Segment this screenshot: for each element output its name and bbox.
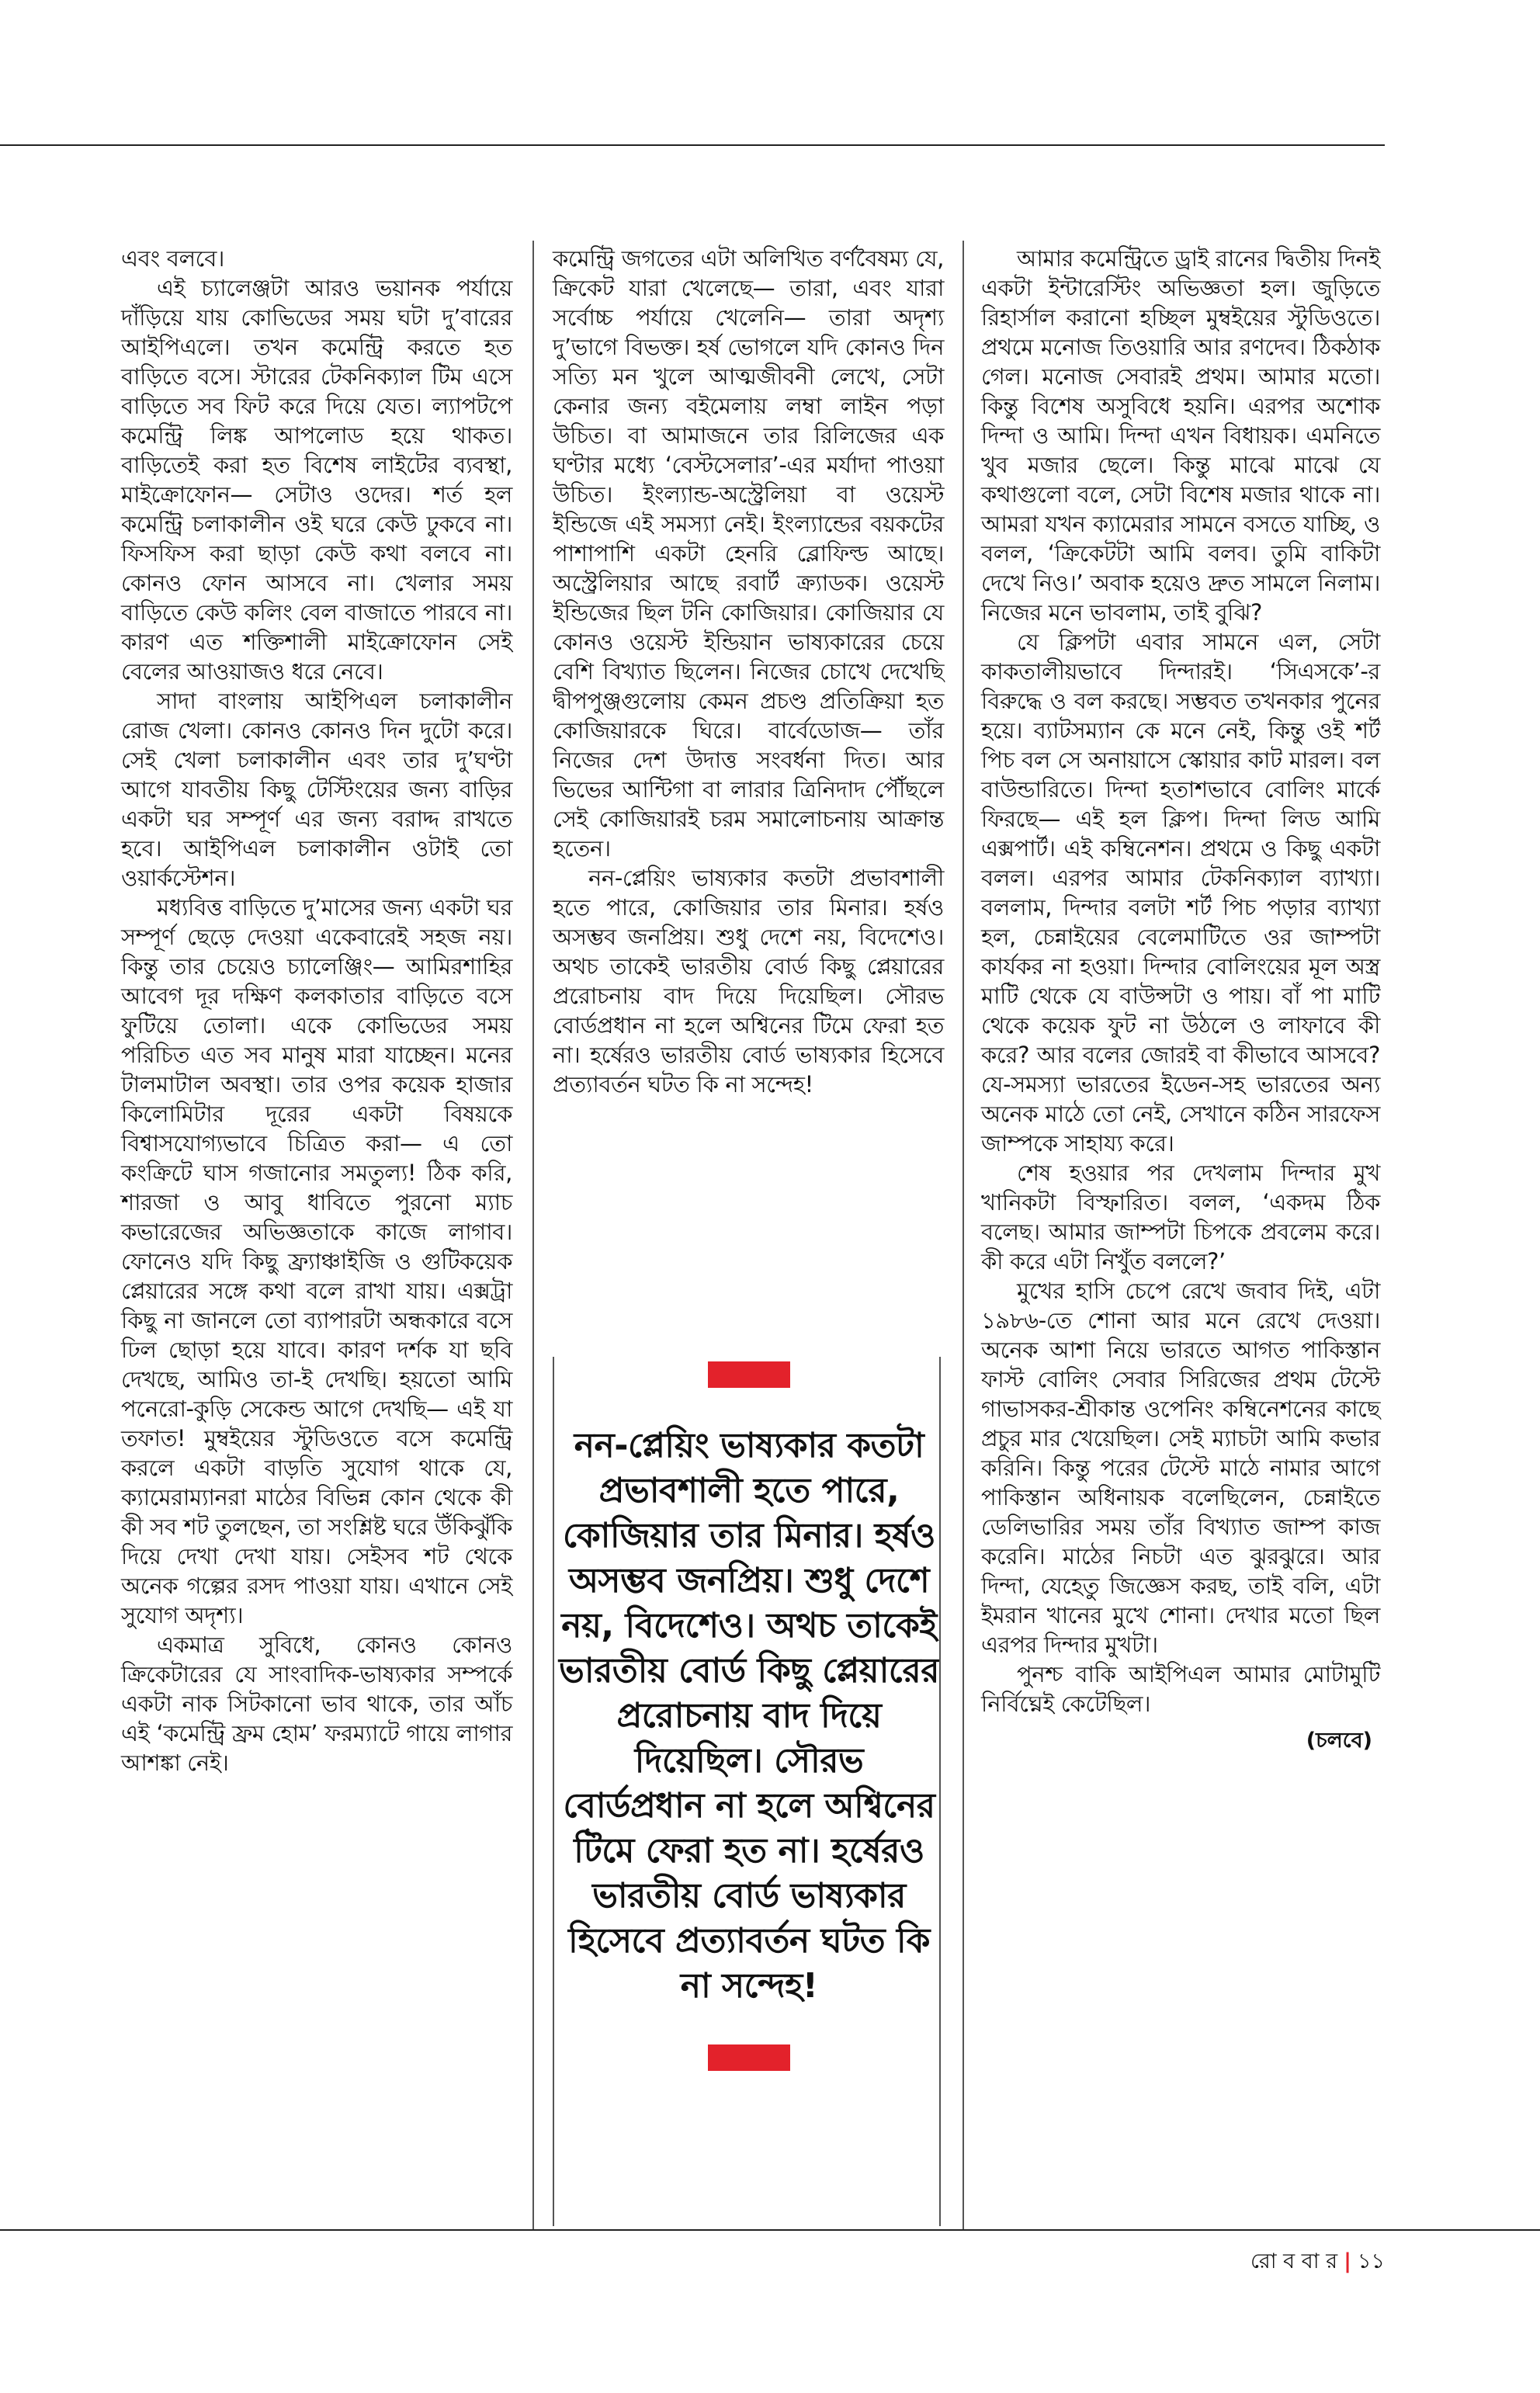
paragraph: যে ক্লিপটা এবার সামনে এল, সেটা কাকতালীয়ভাবে দিন্দারই। ‘সিএসকে’-র বিরুদ্ধে ও বল করছে। সম্ভবত তখনকার পুনের হয়ে। ব্যাটসম্যান কে মনে নেই, কিন্তু ওই শর্ট পিচ বল সে অনায়াসে স্কোয়ার কাট মারল। বল বাউন্ডারিতে। দিন্দা হতাশভাবে বোলিং মার্কে ফিরছে— এই হল ক্লিপ। দিন্দা লিড আমি এক্সপার্ট। এই কম্বিনেশন। প্রথমে ও কিছু একটা বলল। এরপর আমার টেকনিক্যাল ব্যাখ্যা। বললাম, দিন্দার বলটা শর্ট পিচ পড়ার ব্যাখ্যা হল, চেন্নাইয়ের বেলেমাটিতে ওর জাম্পটা কার্যকর না হওয়া। দিন্দার বোলিংয়ের মূল অস্ত্র মাটি থেকে যে বাউন্সটা ও পায়। বাঁ পা মাটি থেকে কয়েক ফুট না উঠলে ও লাফাবে কী করে? আর বলের জোরই বা কীভাবে আসবে? যে-সমস্যা ভারতের ইডেন-সহ ভারতের অন্য অনেক মাঠে তো নেই, সেখানে কঠিন সারফেস জাম্পকে সাহায্য করে। — [981, 629, 1380, 1157]
paragraph: এবং বলবে। — [121, 245, 225, 272]
pull-quote — [559, 1361, 939, 2215]
paragraph: মুখের হাসি চেপে রেখে জবাব দিই, এটা ১৯৮৬-তে শোনা আর মনে রেখে দেওয়া। অনেক আশা নিয়ে ভারতে আগত পাকিস্তান ফাস্ট বোলিং সেবার সিরিজের প্রথম টেস্টে গাভাসকর-শ্রীকান্ত ওপেনিং কম্বিনেশনের কাছে প্রচুর মার খেয়েছিল। সেই ম্যাচটা আমি কভার করিনি। কিন্তু পরের টেস্টে মাঠে নামার আগে পাকিস্তান অধিনায়ক বলেছিলেন, চেন্নাইতে ডেলিভারির সময় তাঁর বিখ্যাত জাম্প কাজ করেনি। মাঠের নিচটা এত ঝুরঝুরে। আর দিন্দা, যেহেতু জিজ্ঞেস করছ, তাই বলি, এটা ইমরান খানের মুখে শোনা। দেখার মতো ছিল এরপর দিন্দার মুখটা। — [981, 1278, 1380, 1658]
bottom-rule — [0, 2229, 1540, 2231]
pull-quote-text: নন-প্লেয়িং ভাষ্যকার কতটা প্রভাবশালী হতে পারে, কোজিয়ার তার মিনার। হর্ষও অসম্ভব জনপ্রিয়। শুধু দেশে নয়, বিদেশেও। অথচ তাকেই ভারতীয় বোর্ড কিছু প্লেয়ারের প্ররোচনায় বাদ দিয়ে দিয়েছিল। সৌরভ বোর্ডপ্রধান না হলে অশ্বিনের টিমে ফেরা হত না। হর্ষেরও ভারতীয় বোর্ড ভাষ্যকার হিসেবে প্রত্যাবর্তন ঘটত কি না সন্দেহ! — [559, 1426, 939, 2006]
top-rule — [0, 144, 1385, 146]
footer-separator: | — [1344, 2249, 1351, 2273]
column-divider — [962, 241, 964, 2229]
paragraph: সাদা বাংলায় আইপিএল চলাকালীন রোজ খেলা। কোনও কোনও দিন দুটো করে। সেই খেলা চলাকালীন এবং তার দু’ঘণ্টা আগে যাবতীয় কিছু টেস্টিংয়ের জন্য বাড়ির একটা ঘর সম্পূর্ণ এর জন্য বরাদ্দ রাখতে হবে। আইপিএল চলাকালীন ওটাই তো ওয়ার্কস্টেশন। — [121, 688, 512, 891]
page-footer — [1250, 2246, 1385, 2280]
article-column-2 — [553, 244, 944, 1099]
paragraph: মধ্যবিত্ত বাড়িতে দু’মাসের জন্য একটা ঘর সম্পূর্ণ ছেড়ে দেওয়া একেবারেই সহজ নয়। কিন্তু তার চেয়েও চ্যালেঞ্জিং— আমিরশাহির আবেগ দূর দক্ষিণ কলকাতার বাড়িতে বসে ফুটিয়ে তোলা। একে কোভিডের সময় পরিচিত এত সব মানুষ মারা যাচ্ছেন। মনের টালমাটাল অবস্থা। তার ওপর কয়েক হাজার কিলোমিটার দূরের একটা বিষয়কে বিশ্বাসযোগ্যভাবে চিত্রিত করা— এ তো কংক্রিটে ঘাস গজানোর সমতুল্য! ঠিক করি, শারজা ও আবু ধাবিতে পুরনো ম্যাচ কভারেজের অভিজ্ঞতাকে কাজে লাগাব। ফোনেও যদি কিছু ফ্র্যাঞ্চাইজি ও গুটিকয়েক প্লেয়ারের সঙ্গে কথা বলে রাখা যায়। এক্সট্রা কিছু না জানলে তো ব্যাপারটা অন্ধকারে বসে ঢিল ছোড়া হয়ে যাবে। কারণ দর্শক যা ছবি দেখছে, আমিও তা-ই দেখছি। হয়তো আমি পনেরো-কুড়ি সেকেন্ড আগে দেখছি— এই যা তফাত! মুম্বইয়ের স্টুডিওতে বসে কমেন্ট্রি করলে একটা বাড়তি সুযোগ থাকে যে, ক্যামেরাম্যানরা মাঠের বিভিন্ন কোন থেকে কী কী সব শট তুলছেন, তা সংশ্লিষ্ট ঘরে উঁকিঝুঁকি দিয়ে দেখা দেখা যায়। সেইসব শট থেকে অনেক গল্পের রসদ পাওয়া যায়। এখানে সেই সুযোগ অদৃশ্য। — [121, 894, 512, 1628]
paragraph: আমার কমেন্ট্রিতে ড্রাই রানের দ্বিতীয় দিনই একটা ইন্টারেস্টিং অভিজ্ঞতা হল। জুড়িতে রিহার্সাল করানো হচ্ছিল মুম্বইয়ের স্টুডিওতে। প্রথমে মনোজ তিওয়ারি আর রণদেব। ঠিকঠাক গেল। মনোজ সেবারই প্রথম। আমার মতো। কিন্তু বিশেষ অসুবিধে হয়নি। এরপর অশোক দিন্দা ও আমি। দিন্দা এখন বিধায়ক। এমনিতে খুব মজার ছেলে। কিন্তু মাঝে মাঝে যে কথাগুলো বলে, সেটা বিশেষ মজার থাকে না। আমরা যখন ক্যামেরার সামনে বসতে যাচ্ছি, ও বলল, ‘ক্রিকেটটা আমি বলব। তুমি বাকিটা দেখে নিও।’ অবাক হয়েও দ্রুত সামলে নিলাম। নিজের মনে ভাবলাম, তাই বুঝি? — [981, 245, 1380, 626]
pull-quote-top-bar — [708, 1361, 790, 1388]
article-column-1 — [121, 244, 512, 1777]
paragraph: একমাত্র সুবিধে, কোনও কোনও ক্রিকেটারের যে সাংবাদিক-ভাষ্যকার সম্পর্কে একটা নাক সিটকানো ভাব থাকে, তার আঁচ এই ‘কমেন্ট্রি ফ্রম হোম’ ফরম্যাটে গায়ে লাগার আশঙ্কা নেই। — [121, 1632, 512, 1776]
paragraph: নন-প্লেয়িং ভাষ্যকার কতটা প্রভাবশালী হতে পারে, কোজিয়ার তার মিনার। হর্ষও অসম্ভব জনপ্রিয়। শুধু দেশে নয়, বিদেশেও। অথচ তাকেই ভারতীয় বোর্ড কিছু প্লেয়ারের প্ররোচনায় বাদ দিয়ে দিয়েছিল। সৌরভ বোর্ডপ্রধান না হলে অশ্বিনের টিমে ফেরা হত না। হর্ষেরও ভারতীয় বোর্ড ভাষ্যকার হিসেবে প্রত্যাবর্তন ঘটত কি না সন্দেহ! — [553, 865, 944, 1098]
magazine-name: রো ব বা র — [1250, 2249, 1338, 2273]
pull-quote-right-edge — [939, 1357, 941, 2226]
column-divider — [532, 241, 534, 2229]
paragraph: এই চ্যালেঞ্জটা আরও ভয়ানক পর্যায়ে দাঁড়িয়ে যায় কোভিডের সময় ঘটা দু’বারের আইপিএলে। তখন কমেন্ট্রি করতে হত বাড়িতে বসে। স্টারের টেকনিক্যাল টিম এসে বাড়িতে সব ফিট করে দিয়ে যেত। ল্যাপটপে কমেন্ট্রি লিঙ্ক আপলোড হয়ে থাকত। বাড়িতেই করা হত বিশেষ লাইটের ব্যবস্থা, মাইক্রোফোন— সেটাও ওদের। শর্ত হল কমেন্ট্রি চলাকালীন ওই ঘরে কেউ ঢুকবে না। ফিসফিস করা ছাড়া কেউ কথা বলবে না। কোনও ফোন আসবে না। খেলার সময় বাড়িতে কেউ কলিং বেল বাজাতে পারবে না। কারণ এত শক্তিশালী মাইক্রোফোন সেই বেলের আওয়াজও ধরে নেবে। — [121, 275, 512, 685]
paragraph: শেষ হওয়ার পর দেখলাম দিন্দার মুখ খানিকটা বিস্ফারিত। বলল, ‘একদম ঠিক বলেছ। আমার জাম্পটা চিপকে প্রবলেম করে। কী করে এটা নিখুঁত বললে?’ — [981, 1160, 1380, 1275]
pull-quote-bottom-bar — [708, 2044, 790, 2071]
article-column-3 — [981, 244, 1380, 1760]
page-number: ১১ — [1357, 2249, 1385, 2273]
continued-label: (চলবে) — [1306, 1729, 1372, 1753]
paragraph: পুনশ্চ বাকি আইপিএল আমার মোটামুটি নির্বিঘ্নেই কেটেছিল। — [981, 1661, 1380, 1717]
pull-quote-left-edge — [553, 1357, 554, 2226]
paragraph: কমেন্ট্রি জগতের এটা অলিখিত বর্ণবৈষম্য যে, ক্রিকেট যারা খেলেছে— তারা, এবং যারা সর্বোচ্চ পর্যায়ে খেলেনি— তারা অদৃশ্য দু’ভাগে বিভক্ত। হর্ষ ভোগলে যদি কোনও দিন সত্যি মন খুলে আত্মজীবনী লেখে, সেটা কেনার জন্য বইমেলায় লম্বা লাইন পড়া উচিত। বা আমাজনে তার রিলিজের এক ঘণ্টার মধ্যে ‘বেস্টসেলার’-এর মর্যাদা পাওয়া উচিত। ইংল্যান্ড-অস্ট্রেলিয়া বা ওয়েস্ট ইন্ডিজে এই সমস্যা নেই। ইংল্যান্ডের বয়কটের পাশাপাশি একটা হেনরি ব্লোফিল্ড আছে। অস্ট্রেলিয়ার আছে রবার্ট ক্র্যাডক। ওয়েস্ট ইন্ডিজের ছিল টনি কোজিয়ার। কোজিয়ার যে কোনও ওয়েস্ট ইন্ডিয়ান ভাষ্যকারের চেয়ে বেশি বিখ্যাত ছিলেন। নিজের চোখে দেখেছি দ্বীপপুঞ্জগুলোয় কেমন প্রচণ্ড প্রতিক্রিয়া হত কোজিয়ারকে ঘিরে। বার্বেডোজ— তাঁর নিজের দেশ উদাত্ত সংবর্ধনা দিত। আর ভিভের আন্টিগা বা লারার ত্রিনিদাদ পৌঁছলে সেই কোজিয়ারই চরম সমালোচনায় আক্রান্ত হতেন। — [553, 245, 944, 862]
